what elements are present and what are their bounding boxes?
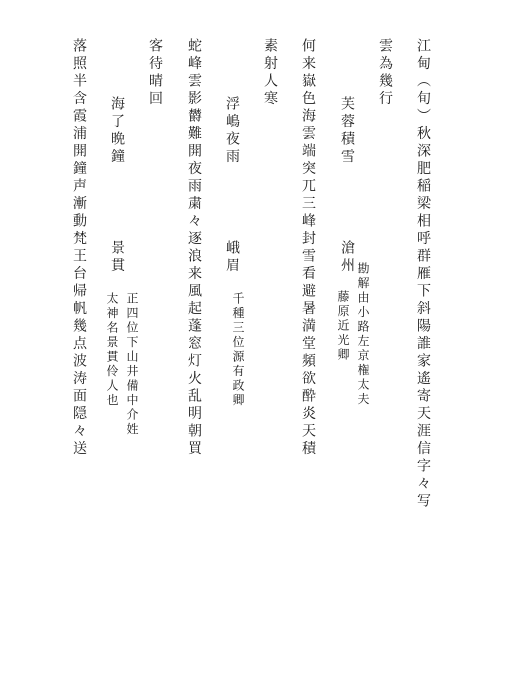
author-note-line-1: 正四位下山井備中介姓 bbox=[125, 292, 139, 437]
text-column-3: 何来嶽色海雲端突兀三峰封雪看避暑満堂頻欲酔炎天積 bbox=[300, 38, 316, 458]
poem-title: 浮嶋夜雨 bbox=[224, 96, 240, 166]
text-column-2: 雲為幾行 bbox=[377, 38, 393, 108]
text-column-1: 江甸（旬）秋深肥稲梁相呼群雁下斜陽誰家遙寄天涯信字々写 bbox=[415, 38, 431, 511]
author-name: 滄州 bbox=[339, 240, 355, 275]
poem-title: 芙蓉積雪 bbox=[339, 96, 355, 166]
author-note-line-2: 太神名景貫伶人也 bbox=[105, 292, 119, 408]
author-note-line-1: 勘解由小路左京権太夫 bbox=[356, 262, 370, 407]
text-column-6: 客待晴回 bbox=[147, 38, 163, 108]
author-name: 景貫 bbox=[109, 240, 125, 275]
author-note-line-2: 藤原近光卿 bbox=[336, 290, 350, 363]
author-name: 峨眉 bbox=[224, 240, 240, 275]
text-column-4: 素射人寒 bbox=[262, 38, 278, 108]
text-column-5: 蛇峰雲影欝難開夜雨粛々逐浪来風起蓬窓灯火乱明朝買 bbox=[186, 38, 202, 458]
author-note: 千種三位源有政卿 bbox=[231, 292, 245, 408]
poem-title: 海了晩鐘 bbox=[109, 96, 125, 166]
text-column-7: 落照半含霞浦開鐘声漸動梵王台帰帆幾点波涛面隠々送 bbox=[71, 38, 87, 458]
